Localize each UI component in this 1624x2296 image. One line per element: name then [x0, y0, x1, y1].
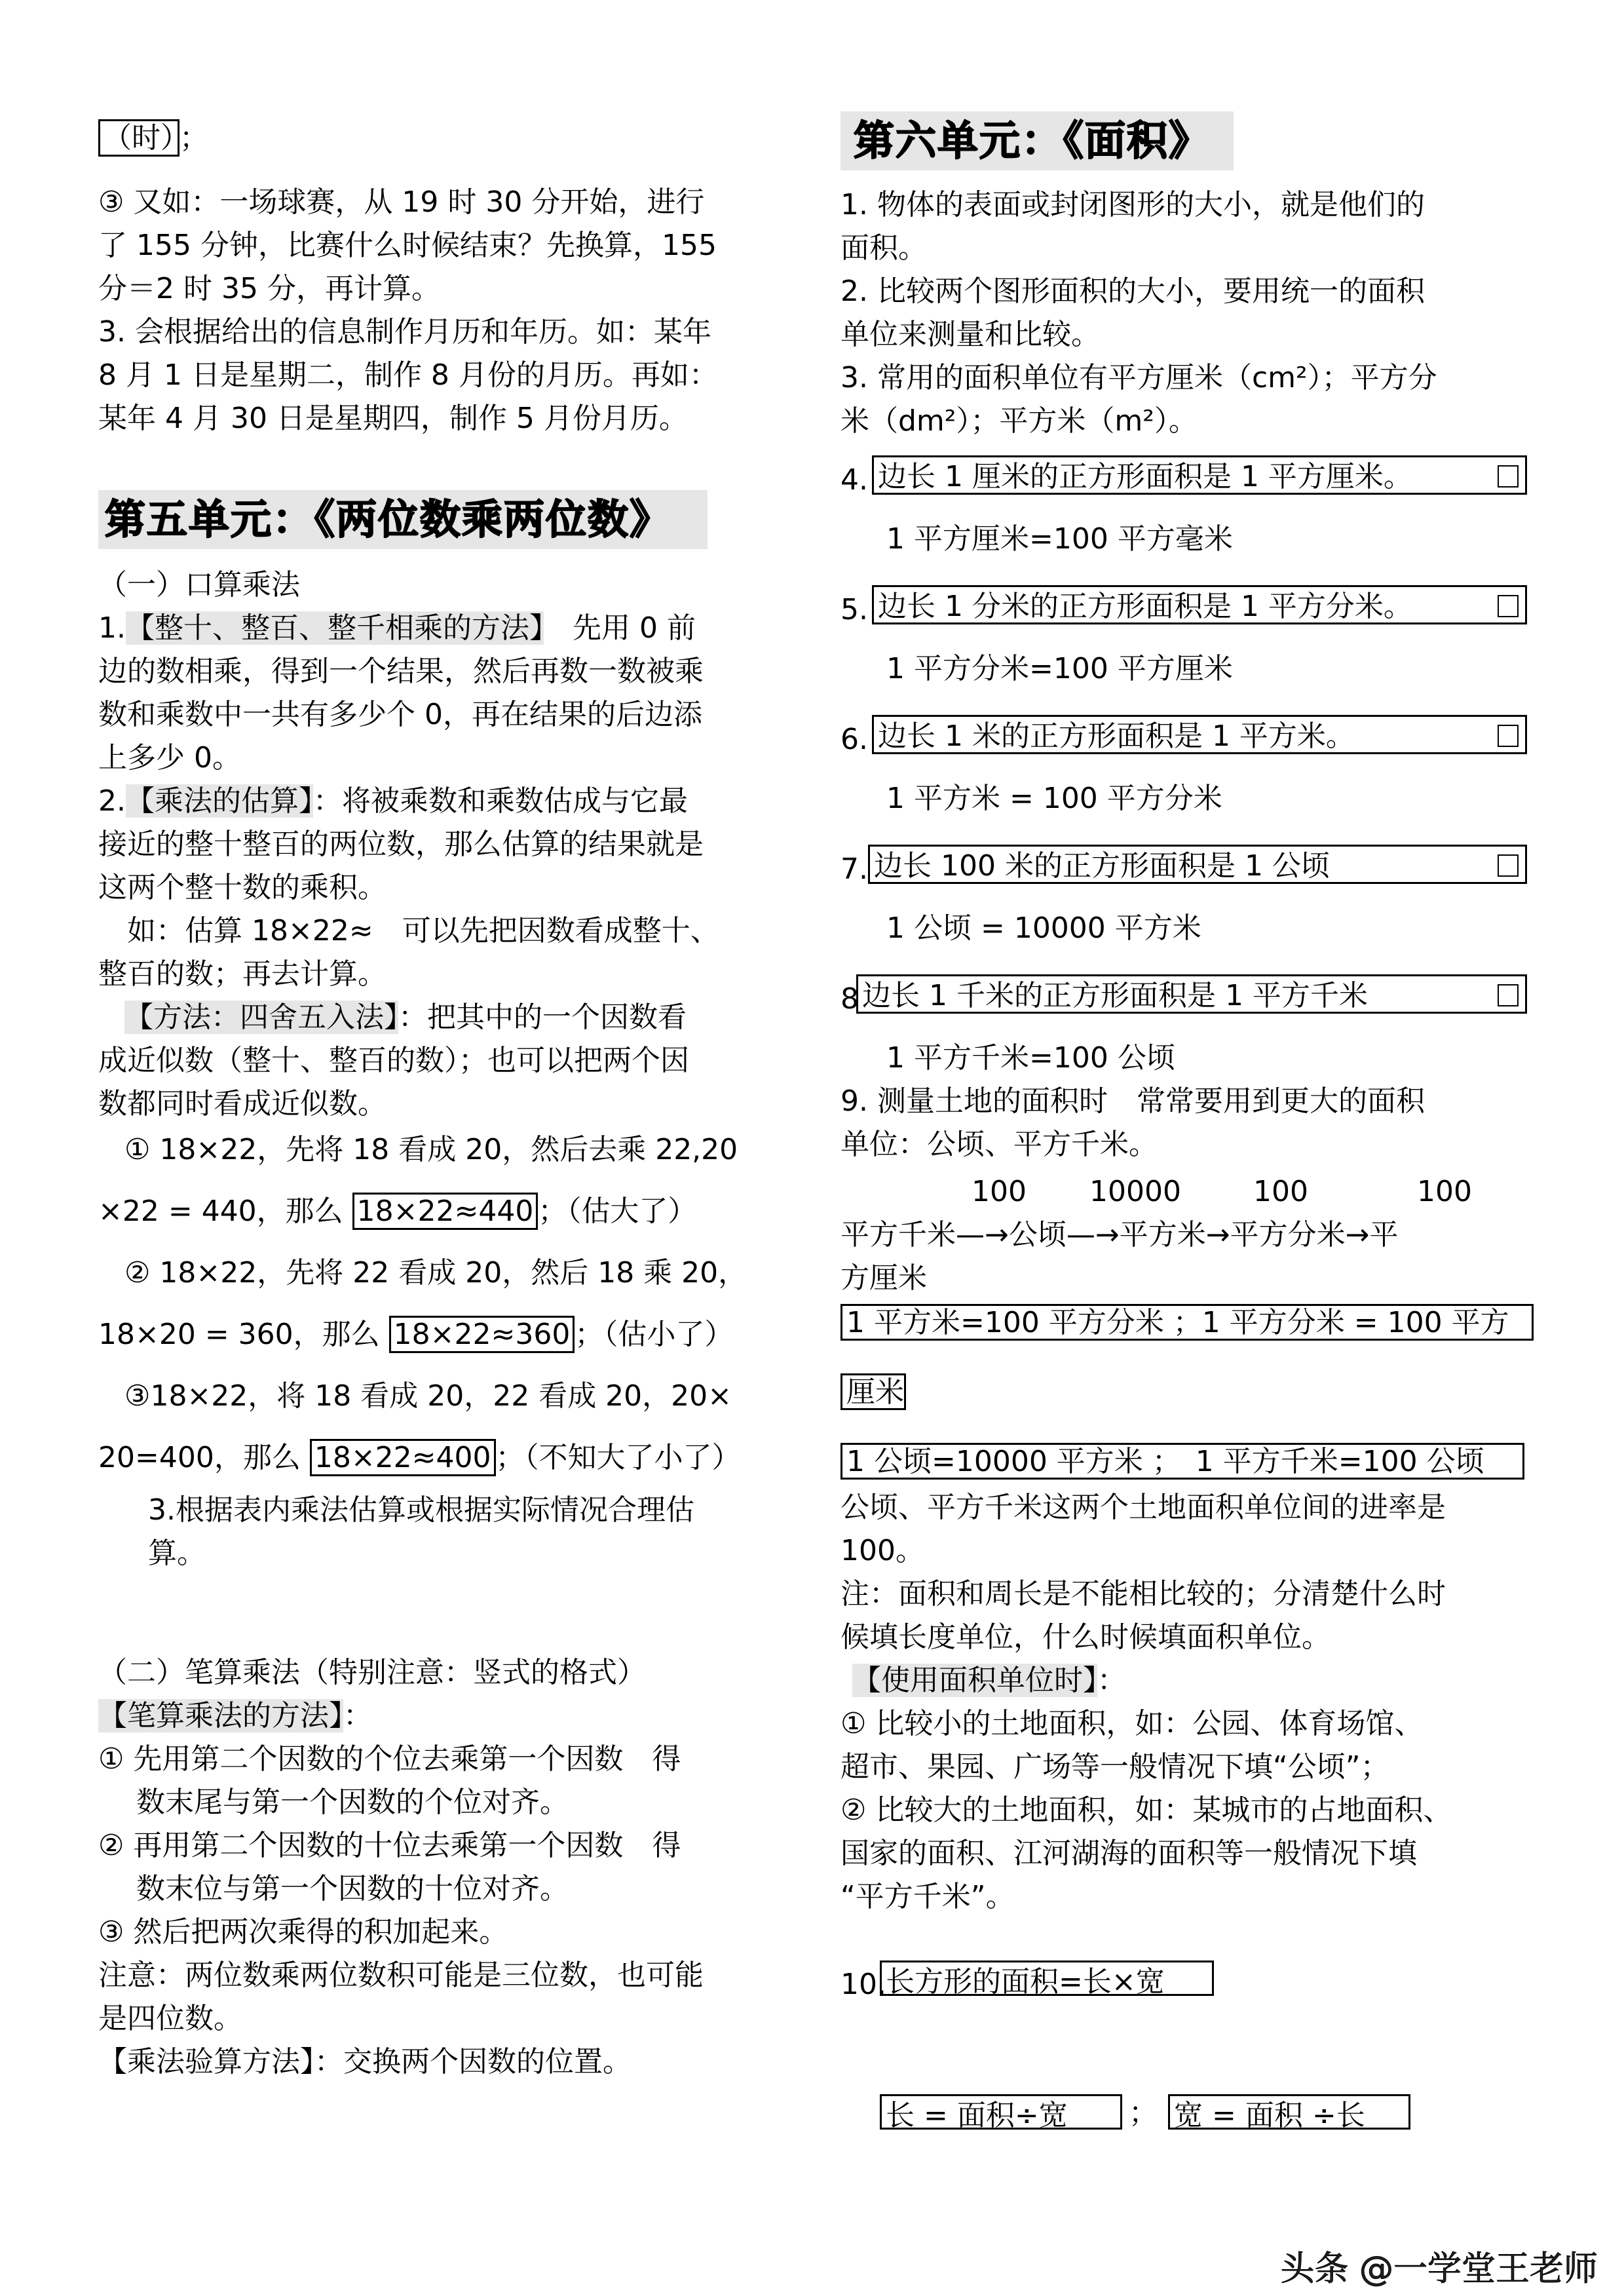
- example3-line: 分＝2 时 35 分，再计算。: [98, 272, 440, 305]
- method-line: 成近似数（整十、整百的数）；也可以把两个因: [98, 1044, 689, 1077]
- unit-definition-box: 边长 1 厘米的正方形面积是 1 平方厘米。: [872, 455, 1527, 495]
- p1-line: 1.【整十、整百、整千相乘的方法】 先用 0 前: [98, 611, 696, 645]
- conversion: 1 公顷 = 10000 平方米: [886, 911, 1201, 945]
- unit-chain: 方厘米: [840, 1261, 927, 1295]
- p3-line: 3.根据表内乘法估算或根据实际情况合理估: [148, 1493, 694, 1527]
- conversion-box: 1 公顷=10000 平方米 ； 1 平方千米=100 公顷: [840, 1443, 1524, 1480]
- use-units-heading: 【使用面积单位时】：: [852, 1664, 1126, 1697]
- use-line: ① 比较小的土地面积，如：公园、体育场馆、: [840, 1707, 1424, 1740]
- separator: ；: [1129, 2096, 1158, 2130]
- example-line: 如：估算 18×22≈ 可以先把因数看成整十、: [98, 914, 719, 947]
- time-fragment: （时） ；: [98, 117, 208, 160]
- conversion: 1 平方厘米=100 平方毫米: [886, 522, 1233, 556]
- use-line: ② 比较大的土地面积，如：某城市的占地面积、: [840, 1793, 1452, 1827]
- rate-label: 100: [1253, 1175, 1308, 1208]
- example3-line: ③ 又如：一场球赛，从 19 时 30 分开始，进行: [98, 185, 705, 219]
- unit-definition-box: 边长 1 米的正方形面积是 1 平方米。: [872, 715, 1527, 754]
- checkbox-icon[interactable]: [1498, 725, 1519, 747]
- checkbox-icon[interactable]: [1498, 984, 1519, 1006]
- estimate-example-2-result: 18×20 = 360，那么 18×22≈360 ；（估小了）: [98, 1313, 733, 1356]
- p2-line: 这两个整十数的乘积。: [98, 871, 387, 904]
- area-p3: 米（dm²）；平方米（m²）。: [840, 404, 1198, 438]
- use-line: 国家的面积、江河湖海的面积等一般情况下填: [840, 1837, 1417, 1870]
- subsection-written: （二）笔算乘法（特别注意：竖式的格式）: [98, 1656, 646, 1689]
- conversion: 1 平方米 = 100 平方分米: [886, 782, 1222, 815]
- rate-note: 100。: [840, 1534, 924, 1567]
- step-line: ② 再用第二个因数的十位去乘第一个因数 得: [98, 1829, 681, 1862]
- unit-definition-box: 边长 100 米的正方形面积是 1 公顷: [868, 845, 1527, 884]
- estimate-example-3-result: 20=400，那么 18×22≈400 ；（不知大了小了）: [98, 1436, 741, 1480]
- unit5-title: 第五单元：《两位数乘两位数》: [98, 490, 708, 549]
- example3-line: 了 155 分钟，比赛什么时候结束？先换算，155: [98, 229, 717, 262]
- note-line: 是四位数。: [98, 2002, 242, 2035]
- boxed-result: 18×22≈400: [310, 1439, 496, 1476]
- note-line: 注意：两位数乘两位数积可能是三位数，也可能: [98, 1959, 704, 1992]
- note-line: 注：面积和周长是不能相比较的；分清楚什么时: [840, 1577, 1446, 1611]
- highlight-label: 【整十、整百、整千相乘的方法】: [125, 611, 544, 645]
- area-p1: 面积。: [840, 231, 927, 265]
- p2-line: 2.【乘法的估算】：将被乘数和乘数估成与它最: [98, 784, 688, 818]
- unit-definition-box: 边长 1 千米的正方形面积是 1 平方千米: [856, 974, 1527, 1014]
- conversion: 1 平方分米=100 平方厘米: [886, 652, 1233, 685]
- highlight-label: 【使用面积单位时】: [852, 1664, 1097, 1697]
- unit-definition-box: 边长 1 分米的正方形面积是 1 平方分米。: [872, 585, 1527, 624]
- rate-label: 100: [1417, 1175, 1472, 1208]
- area-p2: 单位来测量和比较。: [840, 318, 1100, 351]
- item-number: 7.: [840, 852, 868, 886]
- rate-label: 100: [972, 1175, 1027, 1208]
- conversion: 1 平方千米=100 公顷: [886, 1041, 1175, 1075]
- p1-line: 数和乘数中一共有多少个 0，再在结果的后边添: [98, 698, 702, 731]
- rectangle-area-formula: 长方形的面积=长×宽: [880, 1961, 1214, 1996]
- step-line: ③ 然后把两次乘得的积加起来。: [98, 1915, 508, 1949]
- estimate-example-1-result: ×22 = 440，那么 18×22≈440 ；（估大了）: [98, 1190, 696, 1233]
- item-number: 5.: [840, 593, 868, 626]
- check-method: 【乘法验算方法】：交换两个因数的位置。: [98, 2045, 632, 2078]
- checkbox-icon[interactable]: [1498, 465, 1519, 488]
- rate-label: 10000: [1089, 1175, 1181, 1208]
- watermark-footer: 头条 @一学堂王老师: [1280, 2249, 1598, 2289]
- use-line: 超市、果园、广场等一般情况下填“公顷”；: [840, 1750, 1389, 1784]
- p1-line: 边的数相乘，得到一个结果，然后再数一数被乘: [98, 655, 704, 688]
- estimate-example-2: ② 18×22，先将 22 看成 20，然后 18 乘 20，: [124, 1256, 747, 1290]
- boxed-result: 18×22≈360: [389, 1316, 575, 1353]
- area-p3: 3. 常用的面积单位有平方厘米（cm²）；平方分: [840, 361, 1437, 394]
- step-line: ① 先用第二个因数的个位去乘第一个因数 得: [98, 1742, 681, 1776]
- area-p2: 2. 比较两个图形面积的大小，要用统一的面积: [840, 275, 1425, 308]
- step-line: 数末位与第一个因数的十位对齐。: [98, 1872, 569, 1905]
- unit-chain: 平方千米—→公顷—→平方米→平方分米→平: [840, 1218, 1399, 1252]
- width-formula: 宽 = 面积 ÷长: [1168, 2094, 1410, 2130]
- area-p1: 1. 物体的表面或封闭图形的大小，就是他们的: [840, 188, 1425, 221]
- estimate-example-1: ① 18×22，先将 18 看成 20，然后去乘 22,20: [124, 1133, 738, 1166]
- point3-line: 8 月 1 日是星期二，制作 8 月份的月历。再如：: [98, 358, 718, 392]
- p3-line: 算。: [148, 1537, 206, 1570]
- conversion-box: 厘米: [840, 1373, 906, 1410]
- point3-line: 3. 会根据给出的信息制作月历和年历。如：某年: [98, 315, 711, 349]
- step-line: 数末尾与第一个因数的个位对齐。: [98, 1786, 569, 1819]
- highlight-label: 【笔算乘法的方法】: [98, 1699, 343, 1732]
- method-line: 数都同时看成近似数。: [98, 1087, 387, 1120]
- use-line: “平方千米”。: [840, 1880, 1015, 1913]
- example-line: 整百的数；再去计算。: [98, 957, 387, 991]
- note-line: 候填长度单位，什么时候填面积单位。: [840, 1620, 1331, 1654]
- item-number: 4.: [840, 463, 868, 497]
- boxed-hour: （时）: [98, 119, 179, 157]
- highlight-label: 【乘法的估算】: [125, 784, 313, 818]
- item-number: 10.: [840, 1968, 886, 2001]
- estimate-example-3: ③18×22，将 18 看成 20，22 看成 20，20×: [124, 1379, 732, 1413]
- method2-line: 【笔算乘法的方法】：: [98, 1699, 372, 1732]
- conversion-box: 1 平方米=100 平方分米 ；1 平方分米 = 100 平方: [840, 1304, 1534, 1341]
- area-p9: 9. 测量土地的面积时 常常要用到更大的面积: [840, 1084, 1425, 1118]
- p2-line: 接近的整十整百的两位数，那么估算的结果就是: [98, 828, 704, 861]
- method-line: 【方法：四舍五入法】：把其中的一个因数看: [124, 1001, 687, 1034]
- area-p9: 单位：公顷、平方千米。: [840, 1128, 1158, 1161]
- checkbox-icon[interactable]: [1498, 595, 1519, 617]
- boxed-result: 18×22≈440: [352, 1193, 538, 1230]
- subsection-oral: （一）口算乘法: [98, 568, 300, 602]
- item-number: 8: [840, 982, 859, 1016]
- item-number: 6.: [840, 723, 868, 756]
- rate-note: 公顷、平方千米这两个土地面积单位间的进率是: [840, 1491, 1446, 1524]
- point3-line: 某年 4 月 30 日是星期四，制作 5 月份月历。: [98, 402, 688, 435]
- checkbox-icon[interactable]: [1498, 854, 1519, 877]
- unit6-title: 第六单元：《面积》: [840, 111, 1234, 170]
- highlight-label: 【方法：四舍五入法】: [124, 1001, 398, 1034]
- p1-line: 上多少 0。: [98, 741, 241, 775]
- length-formula: 长 = 面积÷宽: [880, 2094, 1122, 2130]
